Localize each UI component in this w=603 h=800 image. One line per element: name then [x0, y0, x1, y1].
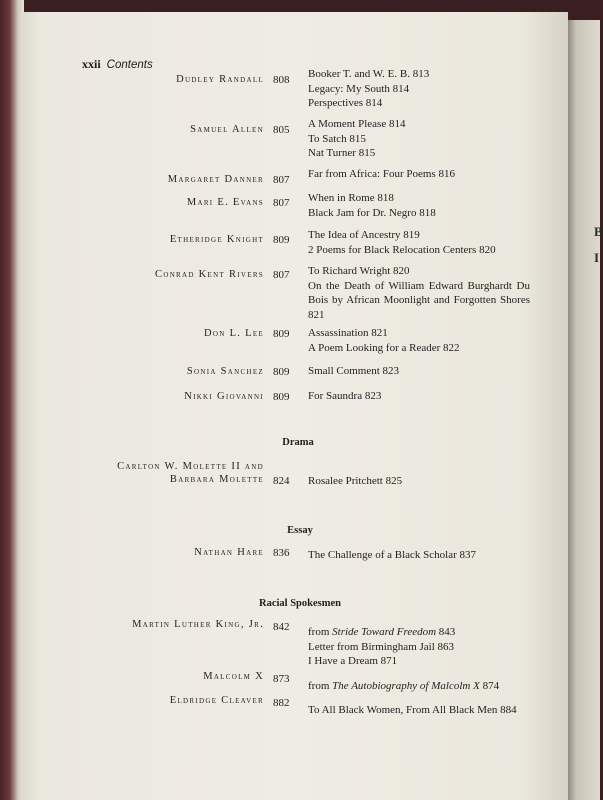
work-item: Letter from Birmingham Jail 863	[308, 640, 455, 653]
work-item: Small Comment 823	[308, 365, 400, 377]
author-page: 807	[273, 174, 290, 186]
author-page: 842	[273, 621, 290, 633]
author-page: 805	[273, 124, 290, 136]
works-list	[308, 364, 530, 379]
author-page: 873	[273, 673, 290, 685]
author-page: 809	[273, 366, 290, 378]
facing-page-letter: B	[594, 224, 603, 239]
works-list	[308, 228, 530, 257]
author-name: Don L. Lee	[204, 328, 264, 339]
author-page: 807	[273, 269, 290, 281]
works-list	[308, 625, 530, 669]
section-heading-essay: Essay	[287, 525, 313, 536]
works-list	[308, 67, 530, 111]
works-list	[308, 264, 530, 322]
author-name: Nathan Hare	[194, 547, 264, 558]
work-item: For Saundra 823	[308, 390, 382, 402]
page-number: xxii	[82, 57, 101, 71]
work-page: 843	[436, 626, 456, 638]
work-item: Rosalee Pritchett 825	[308, 475, 403, 487]
section-heading-drama: Drama	[282, 437, 314, 448]
works-list	[308, 167, 530, 182]
page-header	[82, 57, 153, 72]
work-item: Nat Turner 815	[308, 147, 376, 160]
author-page: 808	[273, 74, 290, 86]
author-name: Malcolm X	[203, 671, 264, 682]
author-page: 882	[273, 697, 290, 709]
works-list	[308, 703, 548, 718]
author-name: Samuel Allen	[190, 124, 264, 135]
author-name: Margaret Danner	[167, 174, 264, 185]
work-item: Assassination 821	[308, 327, 388, 339]
author-name: Dudley Randall	[176, 74, 264, 85]
author-name: Etheridge Knight	[169, 234, 264, 245]
author-name: Nikki Giovanni	[184, 391, 264, 402]
author-page: 807	[273, 197, 290, 209]
work-item: On the Death of William Edward Burghardt Du Bois by African Moonlight and Forgotten Shores 821	[308, 279, 530, 321]
work-item: Far from Africa: Four Poems 816	[308, 168, 455, 180]
work-item: Legacy: My South 814	[308, 82, 410, 95]
author-page: 824	[273, 475, 290, 487]
author-name: Barbara Molette	[169, 474, 264, 485]
facing-page-letter: I	[594, 250, 600, 265]
work-title-italic: Stride Toward Freedom	[332, 626, 437, 638]
work-prefix: from	[308, 626, 333, 638]
work-item: A Poem Looking for a Reader 822	[308, 341, 460, 354]
author-page: 836	[273, 547, 290, 559]
section-heading-racial-spokesmen: Racial Spokesmen	[259, 598, 341, 609]
works-list	[308, 548, 530, 563]
work-item: The Challenge of a Black Scholar 837	[308, 549, 477, 561]
work-item: The Idea of Ancestry 819	[308, 229, 420, 241]
works-list	[308, 117, 530, 161]
work-item: To Richard Wright 820	[308, 265, 410, 277]
work-item	[308, 679, 548, 694]
work-item: To Satch 815	[308, 132, 366, 145]
work-item: Booker T. and W. E. B. 813	[308, 68, 430, 80]
work-page: 874	[479, 680, 500, 692]
author-name: Martin Luther King, Jr.	[132, 619, 264, 630]
facing-page-edge	[568, 20, 600, 800]
work-item: Perspectives 814	[308, 97, 383, 110]
author-name: Conrad Kent Rivers	[155, 269, 264, 280]
author-page: 809	[273, 234, 290, 246]
author-name: Eldridge Cleaver	[169, 695, 264, 706]
work-item	[308, 625, 530, 640]
work-item: To All Black Women, From All Black Men 884	[308, 704, 517, 716]
work-item: A Moment Please 814	[308, 118, 406, 130]
author-name: Carlton W. Molette II and	[117, 461, 264, 472]
author-page: 809	[273, 391, 290, 403]
work-item: I Have a Dream 871	[308, 655, 398, 668]
works-list	[308, 191, 530, 220]
work-item: Black Jam for Dr. Negro 818	[308, 206, 436, 219]
work-item: 2 Poems for Black Relocation Centers 820	[308, 243, 496, 256]
work-prefix: from	[308, 680, 333, 692]
works-list	[308, 326, 530, 355]
works-list	[308, 474, 530, 489]
author-name: Mari E. Evans	[186, 197, 264, 208]
works-list	[308, 389, 530, 404]
author-name: Sonia Sanchez	[186, 366, 264, 377]
work-item: When in Rome 818	[308, 192, 394, 204]
author-page: 809	[273, 328, 290, 340]
page-title: Contents	[106, 59, 153, 71]
work-title-italic: The Autobiography of Malcolm X	[332, 680, 480, 692]
works-list	[308, 679, 548, 694]
